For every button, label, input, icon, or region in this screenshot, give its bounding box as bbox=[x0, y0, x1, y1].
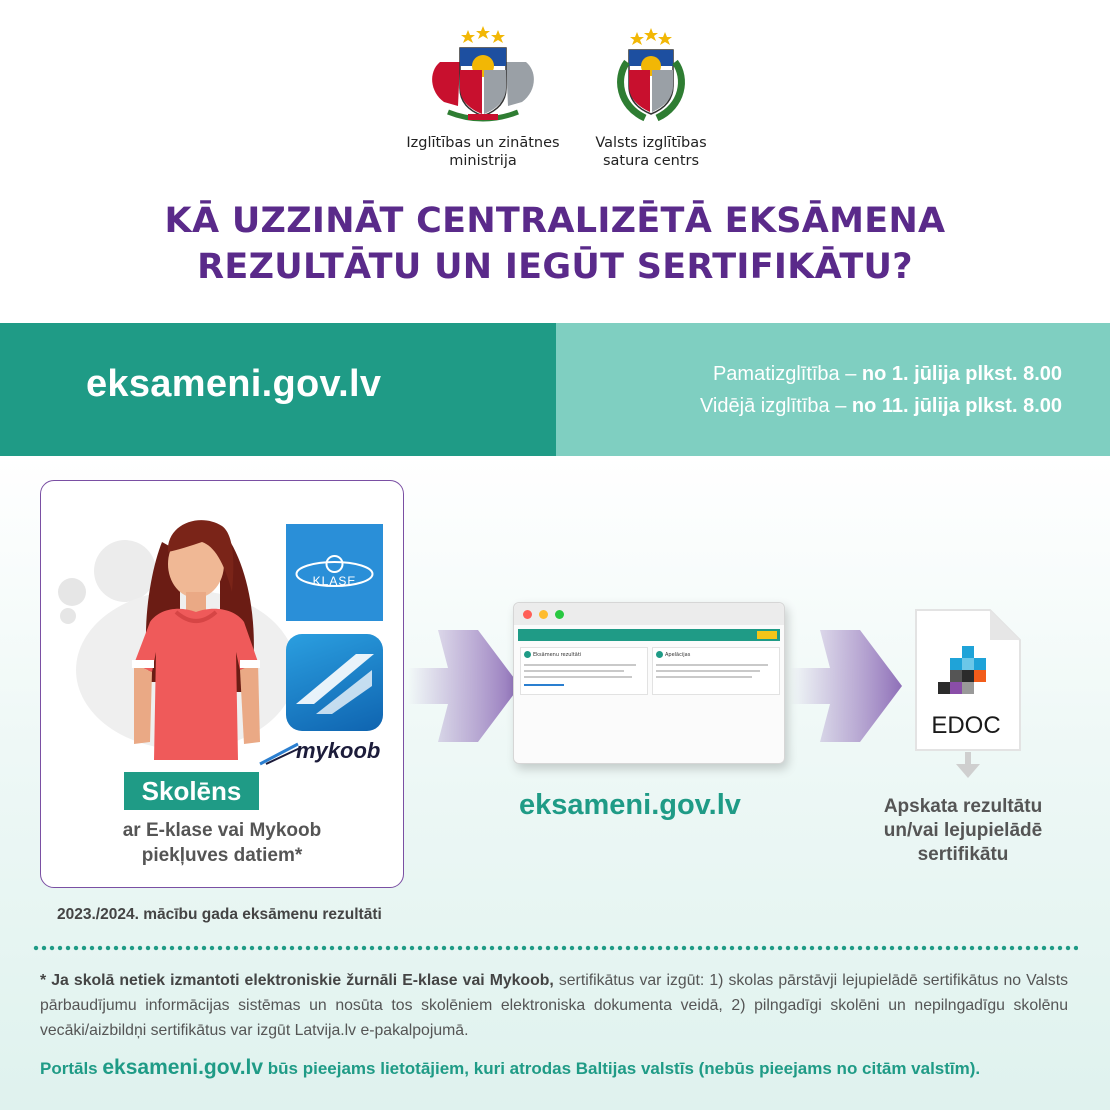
centre-name-line1: Valsts izglītības bbox=[595, 135, 707, 151]
browser-titlebar bbox=[514, 603, 784, 625]
edoc-caption-line2: un/vai lejupielādē bbox=[883, 820, 1043, 841]
appeals-pane-title: Apelācijas bbox=[665, 652, 691, 658]
results-pane[interactable] bbox=[520, 647, 648, 695]
centre-name-line2: satura centrs bbox=[602, 153, 700, 169]
year-line: 2023./2024. mācību gada eksāmenu rezultāti bbox=[57, 906, 382, 923]
ministry-name-line2: ministrija bbox=[449, 153, 517, 169]
portal-prefix: Portāls bbox=[40, 1059, 103, 1078]
portal-suffix: būs pieejams lietotājiem, kuri atrodas Baltijas valstīs (nebūs pieejams no citām valstīm). bbox=[263, 1059, 981, 1078]
page-title-line1: KĀ UZZINĀT CENTRALIZĒTĀ EKSĀMENA bbox=[164, 201, 946, 241]
page-title-line2: REZULTĀTU UN IEGŪT SERTIFIKĀTU? bbox=[197, 247, 913, 287]
ministry-name-line1: Izglītības un zinātnes bbox=[406, 135, 560, 151]
portal-line bbox=[40, 1056, 1080, 1080]
text-line bbox=[656, 664, 768, 666]
band-url[interactable]: eksameni.gov.lv bbox=[86, 363, 382, 405]
portal-url[interactable]: eksameni.gov.lv bbox=[102, 1056, 264, 1079]
edoc-caption bbox=[860, 795, 1066, 867]
eklase-icon bbox=[286, 524, 383, 621]
edoc-label: EDOC bbox=[931, 712, 1001, 739]
text-line bbox=[524, 684, 564, 686]
footnote-bold: * Ja skolā netiek izmantoti elektroniskie žurnāli E-klase vai Mykoob, bbox=[40, 972, 554, 989]
browser-window bbox=[513, 602, 785, 764]
coat-of-arms-small-icon bbox=[601, 22, 701, 126]
site-url[interactable]: eksameni.gov.lv bbox=[519, 789, 741, 821]
schedule-row-basic-label: Pamatizglītība – bbox=[712, 363, 862, 385]
text-line bbox=[524, 676, 632, 678]
text-line bbox=[524, 664, 636, 666]
ministry-logo-block bbox=[398, 22, 568, 170]
student-illustration bbox=[110, 512, 290, 760]
results-icon bbox=[524, 651, 531, 658]
schedule-row-secondary-value: no 11. jūlija plkst. 8.00 bbox=[851, 395, 1062, 417]
centre-logo-block bbox=[576, 22, 726, 170]
site-navbar bbox=[518, 629, 780, 641]
mykoob-icon bbox=[286, 634, 383, 731]
bubble-decoration bbox=[58, 578, 86, 606]
student-badge: Skolēns bbox=[124, 772, 259, 810]
text-line bbox=[524, 670, 624, 672]
arrow-right-icon bbox=[790, 630, 906, 742]
minimize-dot-icon bbox=[539, 610, 548, 619]
mykoob-wordmark: mykoob bbox=[296, 738, 381, 763]
appeals-icon bbox=[656, 651, 663, 658]
appeals-pane[interactable] bbox=[652, 647, 780, 695]
results-pane-title: Eksāmenu rezultāti bbox=[533, 652, 582, 658]
coat-of-arms-large-icon bbox=[418, 22, 548, 126]
site-login-button[interactable] bbox=[757, 631, 777, 639]
bubble-decoration bbox=[60, 608, 76, 624]
schedule-row-secondary-label: Vidējā izglītība – bbox=[699, 395, 852, 417]
eklase-label: KLASE bbox=[312, 574, 357, 588]
schedule-row-basic bbox=[713, 363, 1062, 386]
text-line bbox=[656, 670, 760, 672]
edoc-caption-line1: Apskata rezultātu bbox=[883, 796, 1043, 817]
dotted-divider bbox=[32, 945, 1078, 951]
band-right bbox=[556, 323, 1110, 456]
eklase-logo[interactable] bbox=[286, 524, 383, 621]
edoc-document-icon bbox=[912, 606, 1024, 782]
schedule-row-basic-value: no 1. jūlija plkst. 8.00 bbox=[861, 363, 1062, 385]
schedule-row-secondary bbox=[700, 395, 1062, 418]
footnote-rest: sertifikātus var izgūt: 1) skolas pārstāvji lejupielādē sertifikātus no Valsts pārbaudījumu informācijas sistēmas un nosūta tos skolēniem elektroniska dokumenta veidā, 2) pilngadīgi skolēni un nepilngadīgu skolēnu vecāki/aizbildņi sertifikātus var izgūt Latvija.lv e-pakalpojumā. bbox=[40, 972, 1068, 1039]
maximize-dot-icon bbox=[555, 610, 564, 619]
text-line bbox=[656, 676, 752, 678]
edoc-caption-line3: sertifikātu bbox=[917, 844, 1009, 865]
student-description-line2: piekļuves datiem* bbox=[141, 845, 303, 866]
close-dot-icon bbox=[523, 610, 532, 619]
arrow-right-icon bbox=[408, 630, 524, 742]
mykoob-logo[interactable] bbox=[286, 634, 383, 731]
student-description-line1: ar E-klase vai Mykoob bbox=[122, 820, 322, 841]
student-description bbox=[40, 818, 404, 868]
band-left bbox=[0, 323, 556, 456]
page-title bbox=[0, 198, 1110, 290]
footnote bbox=[40, 968, 1068, 1043]
